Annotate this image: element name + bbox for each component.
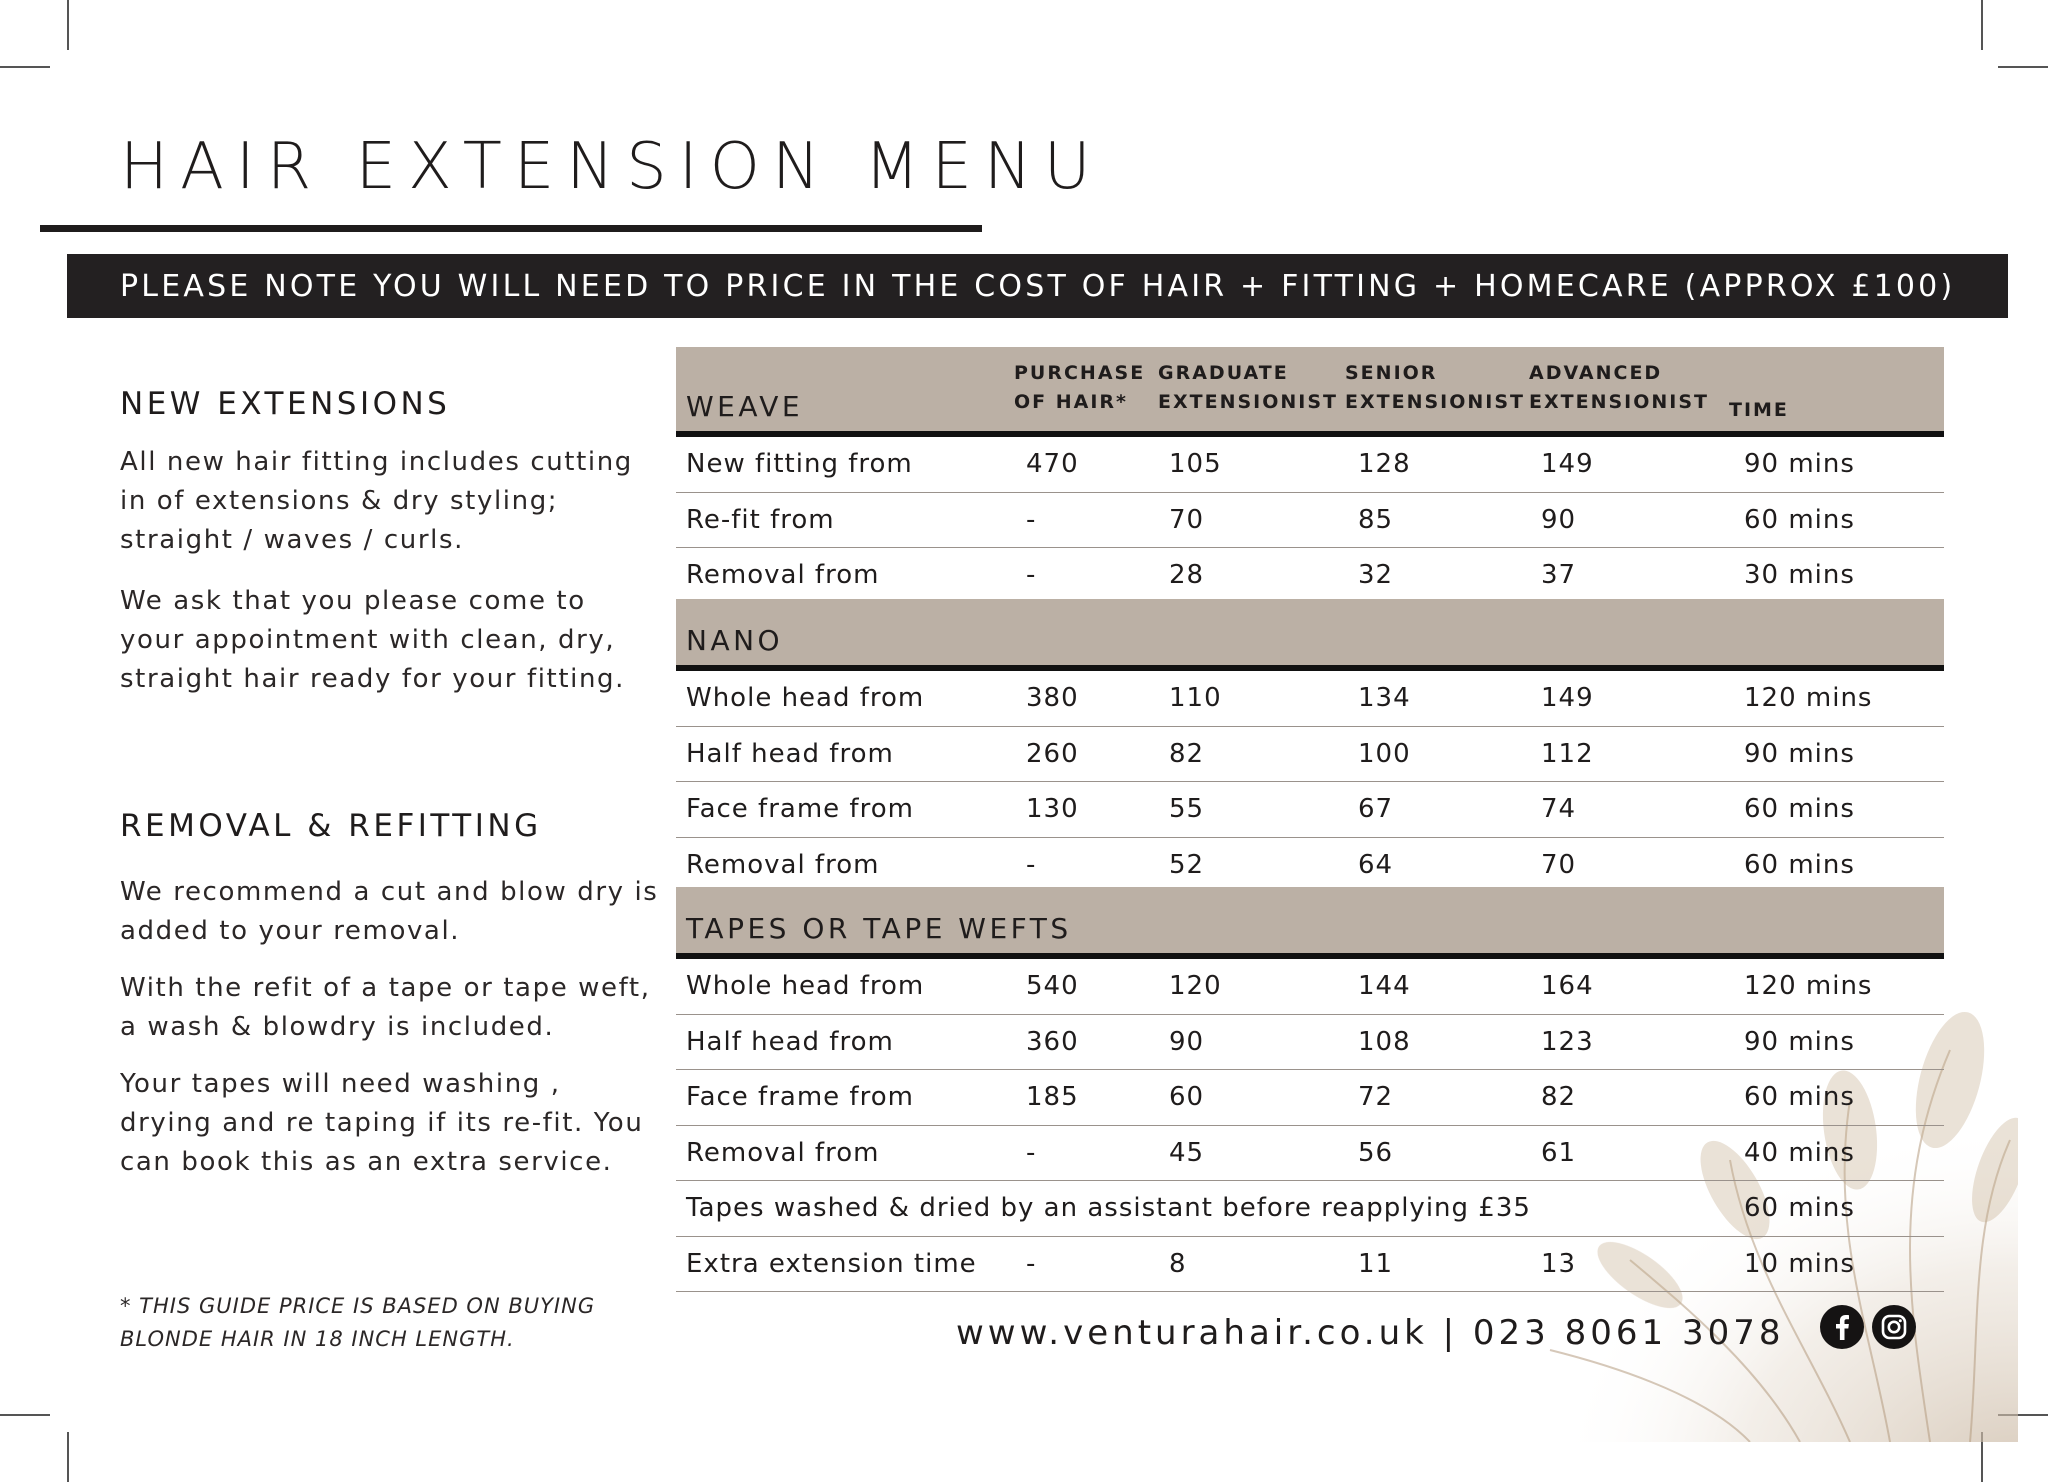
advanced-price: 149: [1541, 683, 1594, 713]
title-underline: [40, 225, 982, 232]
advanced-price: 112: [1541, 738, 1594, 769]
duration: 90 mins: [1744, 1026, 1855, 1057]
duration: 10 mins: [1744, 1248, 1855, 1279]
graduate-price: 82: [1169, 738, 1205, 769]
removal-refitting-paragraph: Your tapes will need washing , drying and re taping if its re-fit. You can book this as an extra service.: [120, 1069, 644, 1177]
purchase-price: 185: [1026, 1082, 1079, 1112]
removal-refitting-heading: REMOVAL & REFITTING: [120, 808, 542, 844]
table-row: [676, 548, 1944, 604]
graduate-price: 28: [1169, 560, 1205, 590]
table-row: [676, 437, 1944, 493]
table-row: [676, 1015, 1944, 1071]
column-header: TIME: [1729, 399, 1789, 421]
purchase-price: 360: [1026, 1026, 1079, 1057]
graduate-price: 70: [1169, 504, 1205, 535]
section-title: NANO: [686, 624, 784, 657]
column-header: SENIOR EXTENSIONIST: [1345, 362, 1525, 413]
column-header: ADVANCED EXTENSIONIST: [1529, 362, 1709, 413]
advanced-price: 82: [1541, 1082, 1577, 1112]
row-label: Half head from: [686, 738, 894, 769]
graduate-price: 55: [1169, 794, 1205, 824]
senior-price: 11: [1358, 1248, 1394, 1279]
graduate-price: 60: [1169, 1082, 1205, 1112]
table-section-header: [676, 599, 1944, 671]
advanced-price: 70: [1541, 849, 1577, 880]
row-label: New fitting from: [686, 449, 913, 479]
row-label: Face frame from: [686, 794, 914, 824]
senior-price: 56: [1358, 1137, 1394, 1168]
duration: 90 mins: [1744, 449, 1855, 479]
table-row: [676, 1126, 1944, 1182]
advanced-price: 123: [1541, 1026, 1594, 1057]
column-header: PURCHASE OF HAIR*: [1014, 362, 1146, 413]
graduate-price: 45: [1169, 1137, 1205, 1168]
senior-price: 72: [1358, 1082, 1394, 1112]
row-label: Whole head from: [686, 971, 925, 1001]
senior-price: 100: [1358, 738, 1411, 769]
purchase-price: -: [1026, 560, 1037, 590]
purchase-price: 470: [1026, 449, 1079, 479]
page-title: HAIR EXTENSION MENU: [120, 130, 1103, 204]
section-title: WEAVE: [686, 390, 804, 423]
graduate-price: 8: [1169, 1248, 1187, 1279]
removal-refitting-paragraph: With the refit of a tape or tape weft, a wash & blowdry is included.: [120, 973, 651, 1042]
advanced-price: 90: [1541, 504, 1577, 535]
new-extensions-paragraph: We ask that you please come to your appointment with clean, dry, straight hair ready for your fitting.: [120, 586, 625, 694]
column-header: GRADUATE EXTENSIONIST: [1158, 362, 1338, 413]
duration: 90 mins: [1744, 738, 1855, 769]
instagram-glyph: [1872, 1305, 1916, 1349]
advanced-price: 61: [1541, 1137, 1577, 1168]
row-label: Whole head from: [686, 683, 925, 713]
row-label: Removal from: [686, 1137, 880, 1168]
duration: 120 mins: [1744, 683, 1873, 713]
facebook-glyph: [1820, 1305, 1864, 1349]
row-label: Removal from: [686, 560, 880, 590]
senior-price: 144: [1358, 971, 1411, 1001]
row-label: Extra extension time: [686, 1248, 977, 1279]
row-label: Face frame from: [686, 1082, 914, 1112]
footnote: * THIS GUIDE PRICE IS BASED ON BUYING BLONDE HAIR IN 18 INCH LENGTH.: [120, 1294, 596, 1351]
crop-mark: [67, 1432, 69, 1482]
price-note-banner: [67, 254, 2008, 318]
advanced-price: 74: [1541, 794, 1577, 824]
table-section-header: [676, 887, 1944, 959]
duration: 60 mins: [1744, 504, 1855, 535]
table-section-header: [676, 347, 1944, 437]
row-label: Re-fit from: [686, 504, 835, 535]
table-row: [676, 782, 1944, 838]
duration: 40 mins: [1744, 1137, 1855, 1168]
table-row: [676, 959, 1944, 1015]
duration: 120 mins: [1744, 971, 1873, 1001]
instagram-icon[interactable]: [1872, 1305, 1916, 1349]
row-label: Removal from: [686, 849, 880, 880]
crop-mark: [67, 0, 69, 50]
senior-price: 67: [1358, 794, 1394, 824]
duration: 60 mins: [1744, 794, 1855, 824]
crop-mark: [0, 66, 50, 68]
purchase-price: 260: [1026, 738, 1079, 769]
table-row: [676, 671, 1944, 727]
facebook-icon[interactable]: [1820, 1305, 1864, 1349]
duration: 60 mins: [1744, 1082, 1855, 1112]
purchase-price: 130: [1026, 794, 1079, 824]
senior-price: 64: [1358, 849, 1394, 880]
advanced-price: 149: [1541, 449, 1594, 479]
purchase-price: -: [1026, 1137, 1037, 1168]
section-title: TAPES OR TAPE WEFTS: [686, 912, 1072, 945]
duration: 30 mins: [1744, 560, 1855, 590]
duration: 60 mins: [1744, 1193, 1855, 1223]
table-row: [676, 1070, 1944, 1126]
price-note-text: PLEASE NOTE YOU WILL NEED TO PRICE IN THE COST OF HAIR + FITTING + HOMECARE (APPROX £100): [120, 268, 1956, 304]
crop-mark: [1981, 0, 1983, 50]
graduate-price: 105: [1169, 449, 1222, 479]
row-label: Half head from: [686, 1026, 894, 1057]
senior-price: 108: [1358, 1026, 1411, 1057]
graduate-price: 90: [1169, 1026, 1205, 1057]
contact-info: www.venturahair.co.uk | 023 8061 3078: [956, 1313, 1785, 1353]
table-row: [676, 1237, 1944, 1293]
crop-mark: [0, 1414, 50, 1416]
advanced-price: 164: [1541, 971, 1594, 1001]
graduate-price: 120: [1169, 971, 1222, 1001]
purchase-price: 540: [1026, 971, 1079, 1001]
new-extensions-paragraph: All new hair fitting includes cutting in of extensions & dry styling; straight / waves / curls.: [120, 447, 633, 555]
row-label: Tapes washed & dried by an assistant before reapplying £35: [686, 1193, 1531, 1223]
senior-price: 32: [1358, 560, 1394, 590]
senior-price: 128: [1358, 449, 1411, 479]
purchase-price: -: [1026, 1248, 1037, 1279]
table-row: [676, 838, 1944, 894]
senior-price: 134: [1358, 683, 1411, 713]
graduate-price: 110: [1169, 683, 1222, 713]
duration: 60 mins: [1744, 849, 1855, 880]
table-row: [676, 1181, 1944, 1237]
purchase-price: 380: [1026, 683, 1079, 713]
table-row: [676, 727, 1944, 783]
graduate-price: 52: [1169, 849, 1205, 880]
purchase-price: -: [1026, 504, 1037, 535]
advanced-price: 13: [1541, 1248, 1577, 1279]
crop-mark: [1998, 66, 2048, 68]
advanced-price: 37: [1541, 560, 1577, 590]
purchase-price: -: [1026, 849, 1037, 880]
senior-price: 85: [1358, 504, 1394, 535]
table-row: [676, 493, 1944, 549]
removal-refitting-paragraph: We recommend a cut and blow dry is added to your removal.: [120, 877, 659, 946]
new-extensions-heading: NEW EXTENSIONS: [120, 386, 451, 422]
